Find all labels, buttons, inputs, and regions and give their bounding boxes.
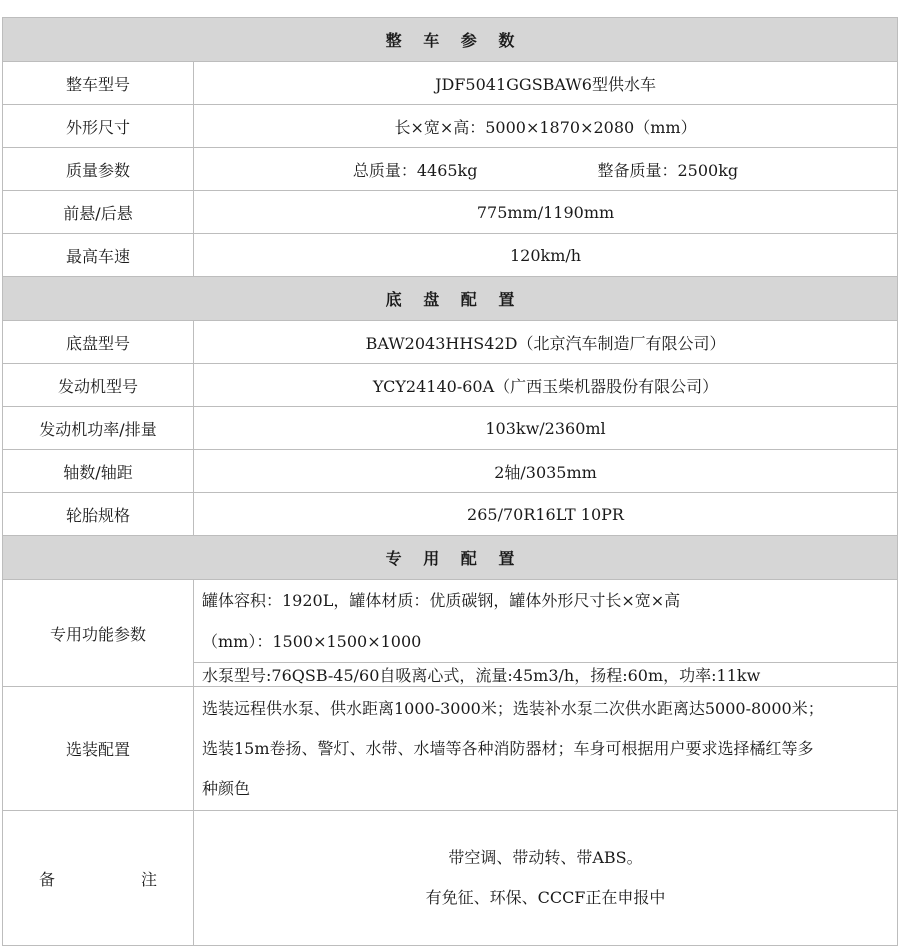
value-vehicle-model: JDF5041GGSBAW6型供水车	[194, 62, 898, 105]
row-mass	[3, 148, 898, 191]
label-engine-power: 发动机功率/排量	[3, 407, 194, 450]
value-function-params	[194, 580, 898, 663]
value-engine-model: YCY24140-60A（广西玉柴机器股份有限公司）	[194, 364, 898, 407]
label-remarks: 备 注	[3, 811, 194, 946]
section-title-vehicle: 整 车 参 数	[3, 18, 898, 62]
value-tire: 265/70R16LT 10PR	[194, 493, 898, 536]
value-overhang: 775mm/1190mm	[194, 191, 898, 234]
row-dimensions	[3, 105, 898, 148]
label-chassis-model: 底盘型号	[3, 321, 194, 364]
value-mass	[194, 148, 898, 191]
options-line-3: 种颜色	[202, 778, 251, 798]
section-title-special: 专 用 配 置	[3, 536, 898, 580]
value-axle: 2轴/3035mm	[194, 450, 898, 493]
row-remarks	[3, 811, 898, 946]
value-options	[194, 687, 898, 811]
value-pump: 水泵型号:76QSB-45/60自吸离心式，流量:45m3/h，扬程:60m，功率:11kw	[194, 663, 898, 687]
label-overhang: 前悬/后悬	[3, 191, 194, 234]
section-header-chassis	[3, 277, 898, 321]
section-title-chassis: 底 盘 配 置	[3, 277, 898, 321]
value-mass-total: 总质量：4465kg	[352, 160, 478, 180]
options-line-2: 选装15m卷扬、警灯、水带、水墙等各种消防器材；车身可根据用户要求选择橘红等多	[202, 738, 814, 758]
row-chassis-model	[3, 321, 898, 364]
value-mass-curb: 整备质量：2500kg	[597, 160, 739, 180]
row-engine-power	[3, 407, 898, 450]
label-axle: 轴数/轴距	[3, 450, 194, 493]
row-max-speed	[3, 234, 898, 277]
label-function-params: 专用功能参数	[3, 580, 194, 687]
value-remarks	[194, 811, 898, 946]
label-max-speed: 最高车速	[3, 234, 194, 277]
function-line-1: 罐体容积：1920L，罐体材质：优质碳钢，罐体外形尺寸长×宽×高	[202, 591, 681, 610]
row-options	[3, 687, 898, 811]
row-tire	[3, 493, 898, 536]
row-axle	[3, 450, 898, 493]
label-options: 选装配置	[3, 687, 194, 811]
label-dimensions: 外形尺寸	[3, 105, 194, 148]
row-vehicle-model	[3, 62, 898, 105]
spec-table	[2, 17, 898, 946]
row-engine-model	[3, 364, 898, 407]
row-overhang	[3, 191, 898, 234]
value-engine-power: 103kw/2360ml	[194, 407, 898, 450]
value-dimensions: 长×宽×高：5000×1870×2080（mm）	[194, 105, 898, 148]
label-mass: 质量参数	[3, 148, 194, 191]
remarks-line-1: 带空调、带动转、带ABS。	[448, 848, 643, 867]
section-header-vehicle	[3, 18, 898, 62]
value-chassis-model: BAW2043HHS42D（北京汽车制造厂有限公司）	[194, 321, 898, 364]
label-engine-model: 发动机型号	[3, 364, 194, 407]
row-function-params	[3, 580, 898, 663]
section-header-special	[3, 536, 898, 580]
function-line-2: （mm）：1500×1500×1000	[202, 632, 422, 651]
value-max-speed: 120km/h	[194, 234, 898, 277]
options-line-1: 选装远程供水泵、供水距离1000-3000米；选装补水泵二次供水距离达5000-8000米；	[202, 698, 824, 718]
remarks-line-2: 有免征、环保、CCCF正在申报中	[425, 888, 666, 907]
label-tire: 轮胎规格	[3, 493, 194, 536]
label-vehicle-model: 整车型号	[3, 62, 194, 105]
